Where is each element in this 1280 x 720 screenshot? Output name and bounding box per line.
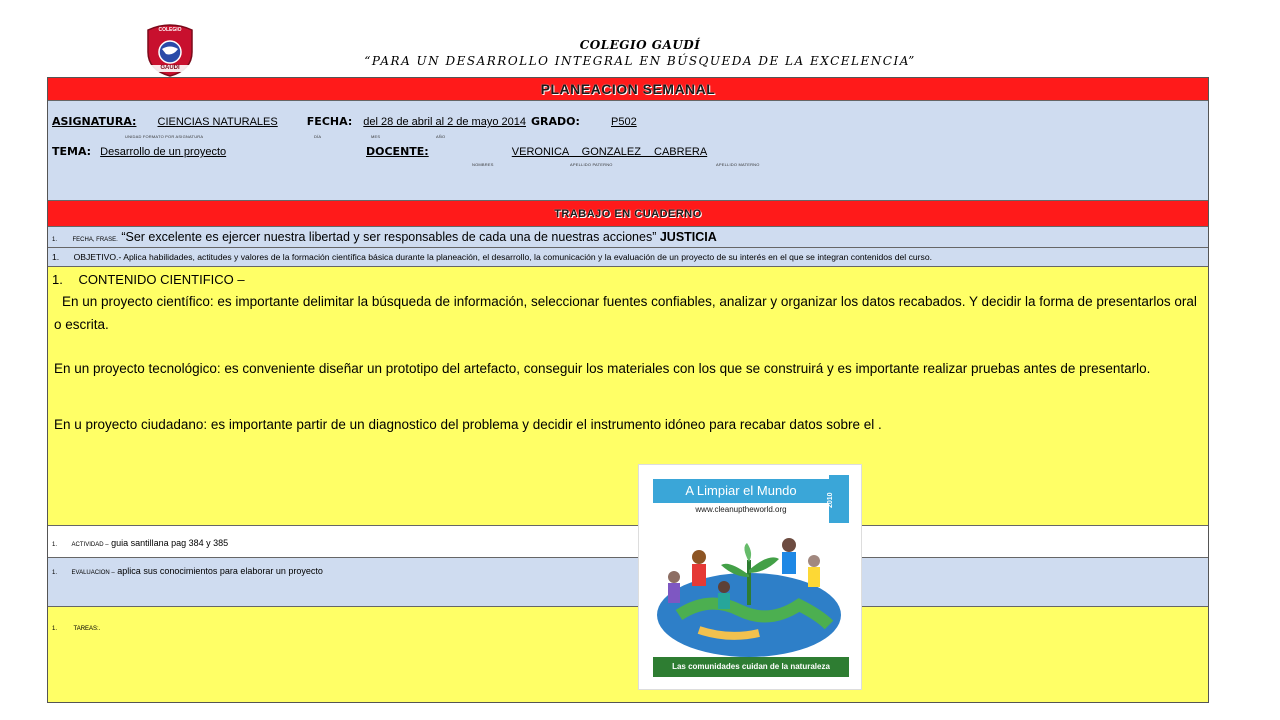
fecha-value: del 28 de abril al 2 de mayo 2014 (363, 116, 526, 128)
contenido-num: 1. (52, 272, 63, 287)
objetivo-row (48, 248, 1208, 267)
evaluacion-row (48, 558, 1208, 607)
frase-text: “Ser excelente es ejercer nuestra libertad y ser responsables de cada una de nuestras acciones” (121, 230, 657, 244)
section-title: TRABAJO EN CUADERNO (48, 201, 1208, 227)
hint-ano: AÑO (436, 134, 446, 139)
poster-title: A Limpiar el Mundo (685, 483, 797, 498)
logo-text-bottom: GAUDI (160, 65, 180, 71)
tema-value: Desarrollo de un proyecto (100, 146, 227, 158)
actividad-item (52, 538, 228, 548)
actividad-row (48, 526, 1208, 558)
tema-label: TEMA: (52, 145, 92, 158)
docente-label: DOCENTE: (366, 145, 429, 158)
paragraph-ciudadano: En u proyecto ciudadano: es importante partir de un diagnostico del problema y decidir el instrumento idóneo para recabar datos sobre el . (54, 417, 882, 432)
fecha-label: FECHA: (306, 115, 353, 128)
hint-asignatura: UNIDAD FORMATO POR ASIGNATURA (125, 134, 204, 139)
contenido-title: CONTENIDO CIENTIFICO – (78, 272, 245, 287)
evaluacion-num: 1. (52, 570, 58, 576)
objetivo-item (52, 252, 932, 262)
logo-text-top: COLEGIO (158, 27, 182, 33)
planning-title: PLANEACION SEMANAL (48, 78, 1208, 101)
tareas-num: 1. (52, 626, 58, 632)
planning-info (48, 101, 1208, 201)
tareas-label: TAREAS:. (73, 626, 101, 632)
info-line-2b (366, 145, 759, 158)
paragraph-tecnologico: En un proyecto tecnológico: es conveniente diseñar un prototipo del artefacto, conseguir los materiales con los que se construirá y es importante realizar pruebas antes de presentarlo. (54, 361, 1151, 376)
frase-valor: JUSTICIA (659, 230, 717, 244)
school-name: COLEGIO GAUDÍ (579, 38, 701, 52)
info-line-2 (52, 145, 230, 158)
school-motto: “PARA UN DESARROLLO INTEGRAL EN BÚSQUEDA DE LA EXCELENCIA” (364, 54, 916, 68)
grado-value: P502 (611, 116, 637, 128)
evaluacion-label: EVALUACION – (71, 570, 115, 576)
info-line-1 (52, 115, 671, 128)
frase-num: 1. (52, 237, 58, 243)
tareas-item (52, 617, 100, 635)
tareas-row (48, 607, 1208, 702)
planning-document (47, 77, 1209, 703)
poster-url: www.cleanuptheworld.org (695, 505, 787, 514)
poster-caption: Las comunidades cuidan de la naturaleza (672, 662, 830, 671)
frase-row (48, 227, 1208, 248)
actividad-value: guia santillana pag 384 y 385 (111, 538, 229, 548)
paragraph-cientifico: En un proyecto científico: es importante delimitar la búsqueda de información, seleccionar fuentes confiables, analizar y organizar los datos recabados. Y decidir la forma de presentarlos oral o escrita. (54, 294, 1197, 332)
hint-nombres: NOMBRES (472, 162, 494, 167)
asignatura-value: CIENCIAS NATURALES (157, 116, 278, 128)
asignatura-label: ASIGNATURA: (52, 115, 137, 128)
actividad-label: ACTIVIDAD – (71, 542, 109, 548)
hint-paterno: APELLIDO PATERNO (570, 162, 613, 167)
grado-label: GRADO: (531, 115, 580, 128)
objetivo-num: 1. (52, 252, 60, 262)
hint-materno: APELLIDO MATERNO (716, 162, 760, 167)
frase-label: FECHA, FRASE. (72, 237, 118, 243)
docente-value: VERONICA GONZALEZ CABRERA (511, 146, 708, 158)
contenido-row (48, 267, 1208, 526)
actividad-num: 1. (52, 542, 58, 548)
hint-mes: MES (371, 134, 381, 139)
poster-year: 2010 (827, 492, 834, 508)
contenido-heading (52, 272, 245, 287)
hint-dia: DÍA (314, 134, 322, 139)
cleanup-poster (638, 464, 862, 690)
frase-item (52, 230, 717, 244)
objetivo-text: OBJETIVO.- Aplica habilidades, actitudes y valores de la formación científica básica durante la planeación, el desarrollo, la comunicación y la evaluación de un proyecto de su interés en el que se integran contenidos del curso. (73, 252, 932, 262)
evaluacion-item (52, 566, 323, 576)
evaluacion-value: aplica sus conocimientos para elaborar un proyecto (117, 566, 323, 576)
